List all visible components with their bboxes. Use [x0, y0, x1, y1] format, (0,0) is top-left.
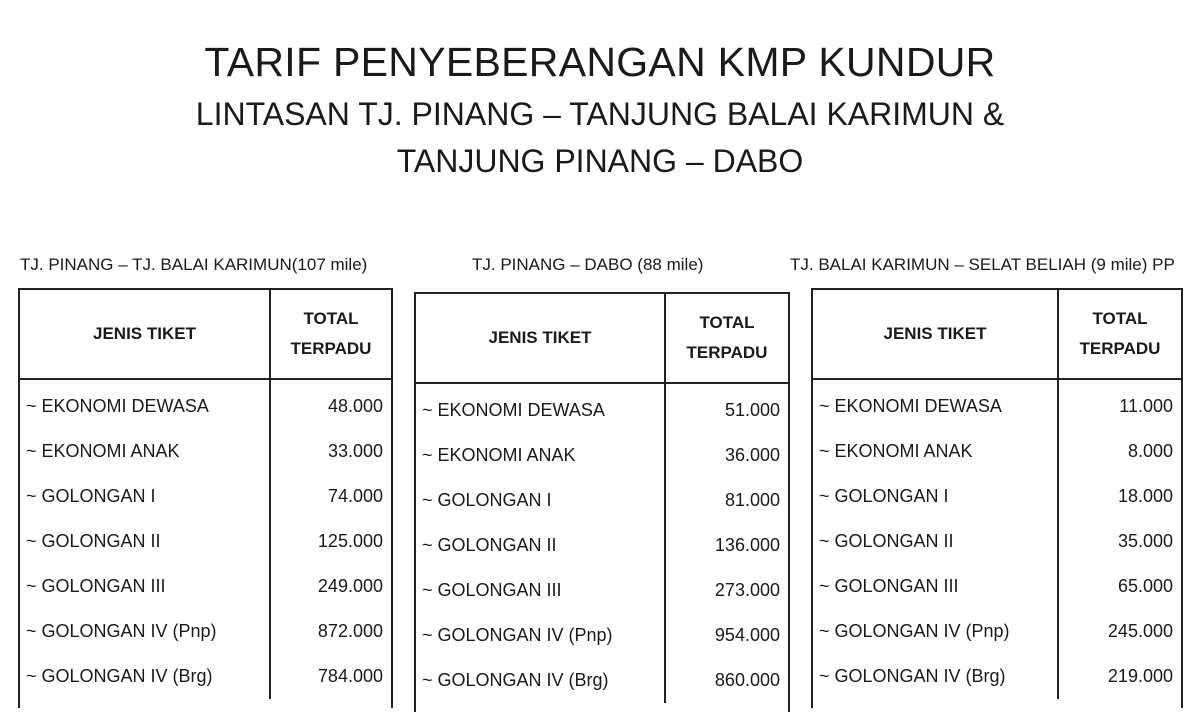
table-row: [813, 429, 1181, 474]
ticket-price: 249.000: [317, 576, 383, 596]
ticket-type: ~ EKONOMI ANAK: [416, 433, 665, 478]
ticket-price: 36.000: [724, 445, 780, 465]
page-subtitle-line-1: LINTASAN TJ. PINANG – TANJUNG BALAI KARIMUN &: [195, 96, 1005, 132]
table-row: [416, 523, 788, 568]
ticket-type: ~ GOLONGAN III: [813, 564, 1058, 609]
table-row: [813, 519, 1181, 564]
column-header-total: TOTAL TERPADU: [1058, 290, 1181, 379]
fare-table-selat-beliah: [811, 288, 1183, 708]
ticket-type: ~ EKONOMI DEWASA: [416, 383, 665, 433]
table-row: [813, 564, 1181, 609]
ticket-price: 33.000: [327, 441, 383, 461]
table-row: [813, 474, 1181, 519]
ticket-price: 136.000: [714, 535, 780, 555]
table-row: [20, 429, 391, 474]
page-title: TARIF PENYEBERANGAN KMP KUNDUR: [204, 39, 996, 85]
ticket-price: 860.000: [714, 670, 780, 690]
ticket-type: ~ GOLONGAN III: [416, 568, 665, 613]
table-row: [416, 568, 788, 613]
route-label-karimun: TJ. PINANG – TJ. BALAI KARIMUN(107 mile): [20, 255, 368, 274]
table-row: [20, 654, 391, 699]
ticket-type: ~ GOLONGAN II: [813, 519, 1058, 564]
ticket-price: 81.000: [724, 490, 780, 510]
route-label-dabo: TJ. PINANG – DABO (88 mile): [472, 255, 704, 274]
table-row: [416, 613, 788, 658]
ticket-price: 35.000: [1117, 531, 1173, 551]
fare-table-dabo: [414, 292, 790, 712]
fare-table-karimun: [18, 288, 393, 708]
column-header-total: TOTAL TERPADU: [270, 290, 391, 379]
ticket-price: 954.000: [714, 625, 780, 645]
ticket-price: 74.000: [327, 486, 383, 506]
ticket-type: ~ GOLONGAN I: [20, 474, 270, 519]
table-row: [813, 379, 1181, 429]
ticket-type: ~ GOLONGAN I: [813, 474, 1058, 519]
column-header-total: TOTAL TERPADU: [665, 294, 788, 383]
ticket-type: ~ GOLONGAN IV (Pnp): [813, 609, 1058, 654]
ticket-type: ~ EKONOMI ANAK: [20, 429, 270, 474]
table-row: [20, 519, 391, 564]
table-row: [416, 658, 788, 703]
ticket-type: ~ GOLONGAN IV (Brg): [20, 654, 270, 699]
ticket-type: ~ GOLONGAN IV (Brg): [813, 654, 1058, 699]
route-label-selat-beliah: TJ. BALAI KARIMUN – SELAT BELIAH (9 mile) PP: [790, 255, 1175, 274]
ticket-price: 8.000: [1127, 441, 1173, 461]
ticket-type: ~ EKONOMI ANAK: [813, 429, 1058, 474]
table-row: [20, 379, 391, 429]
table-row: [416, 433, 788, 478]
column-header-ticket-type: JENIS TIKET: [416, 294, 665, 383]
ticket-price: 273.000: [714, 580, 780, 600]
column-header-ticket-type: JENIS TIKET: [813, 290, 1058, 379]
table-row: [20, 609, 391, 654]
table-row: [813, 609, 1181, 654]
ticket-type: ~ GOLONGAN IV (Brg): [416, 658, 665, 703]
table-row: [20, 564, 391, 609]
ticket-type: ~ EKONOMI DEWASA: [20, 379, 270, 429]
ticket-type: ~ EKONOMI DEWASA: [813, 379, 1058, 429]
column-header-ticket-type: JENIS TIKET: [20, 290, 270, 379]
ticket-price: 245.000: [1107, 621, 1173, 641]
ticket-type: ~ GOLONGAN II: [20, 519, 270, 564]
ticket-price: 51.000: [724, 400, 780, 420]
ticket-price: 784.000: [317, 666, 383, 686]
ticket-price: 48.000: [327, 396, 383, 416]
ticket-price: 65.000: [1117, 576, 1173, 596]
ticket-price: 11.000: [1119, 396, 1173, 416]
table-row: [416, 478, 788, 523]
table-row: [20, 474, 391, 519]
ticket-type: ~ GOLONGAN IV (Pnp): [20, 609, 270, 654]
table-row: [813, 654, 1181, 699]
ticket-price: 872.000: [317, 621, 383, 641]
table-row: [416, 383, 788, 433]
ticket-price: 125.000: [317, 531, 383, 551]
ticket-type: ~ GOLONGAN III: [20, 564, 270, 609]
page-subtitle-line-2: TANJUNG PINANG – DABO: [396, 143, 804, 179]
ticket-type: ~ GOLONGAN II: [416, 523, 665, 568]
ticket-price: 219.000: [1107, 666, 1173, 686]
ticket-type: ~ GOLONGAN IV (Pnp): [416, 613, 665, 658]
ticket-price: 18.000: [1117, 486, 1173, 506]
ticket-type: ~ GOLONGAN I: [416, 478, 665, 523]
